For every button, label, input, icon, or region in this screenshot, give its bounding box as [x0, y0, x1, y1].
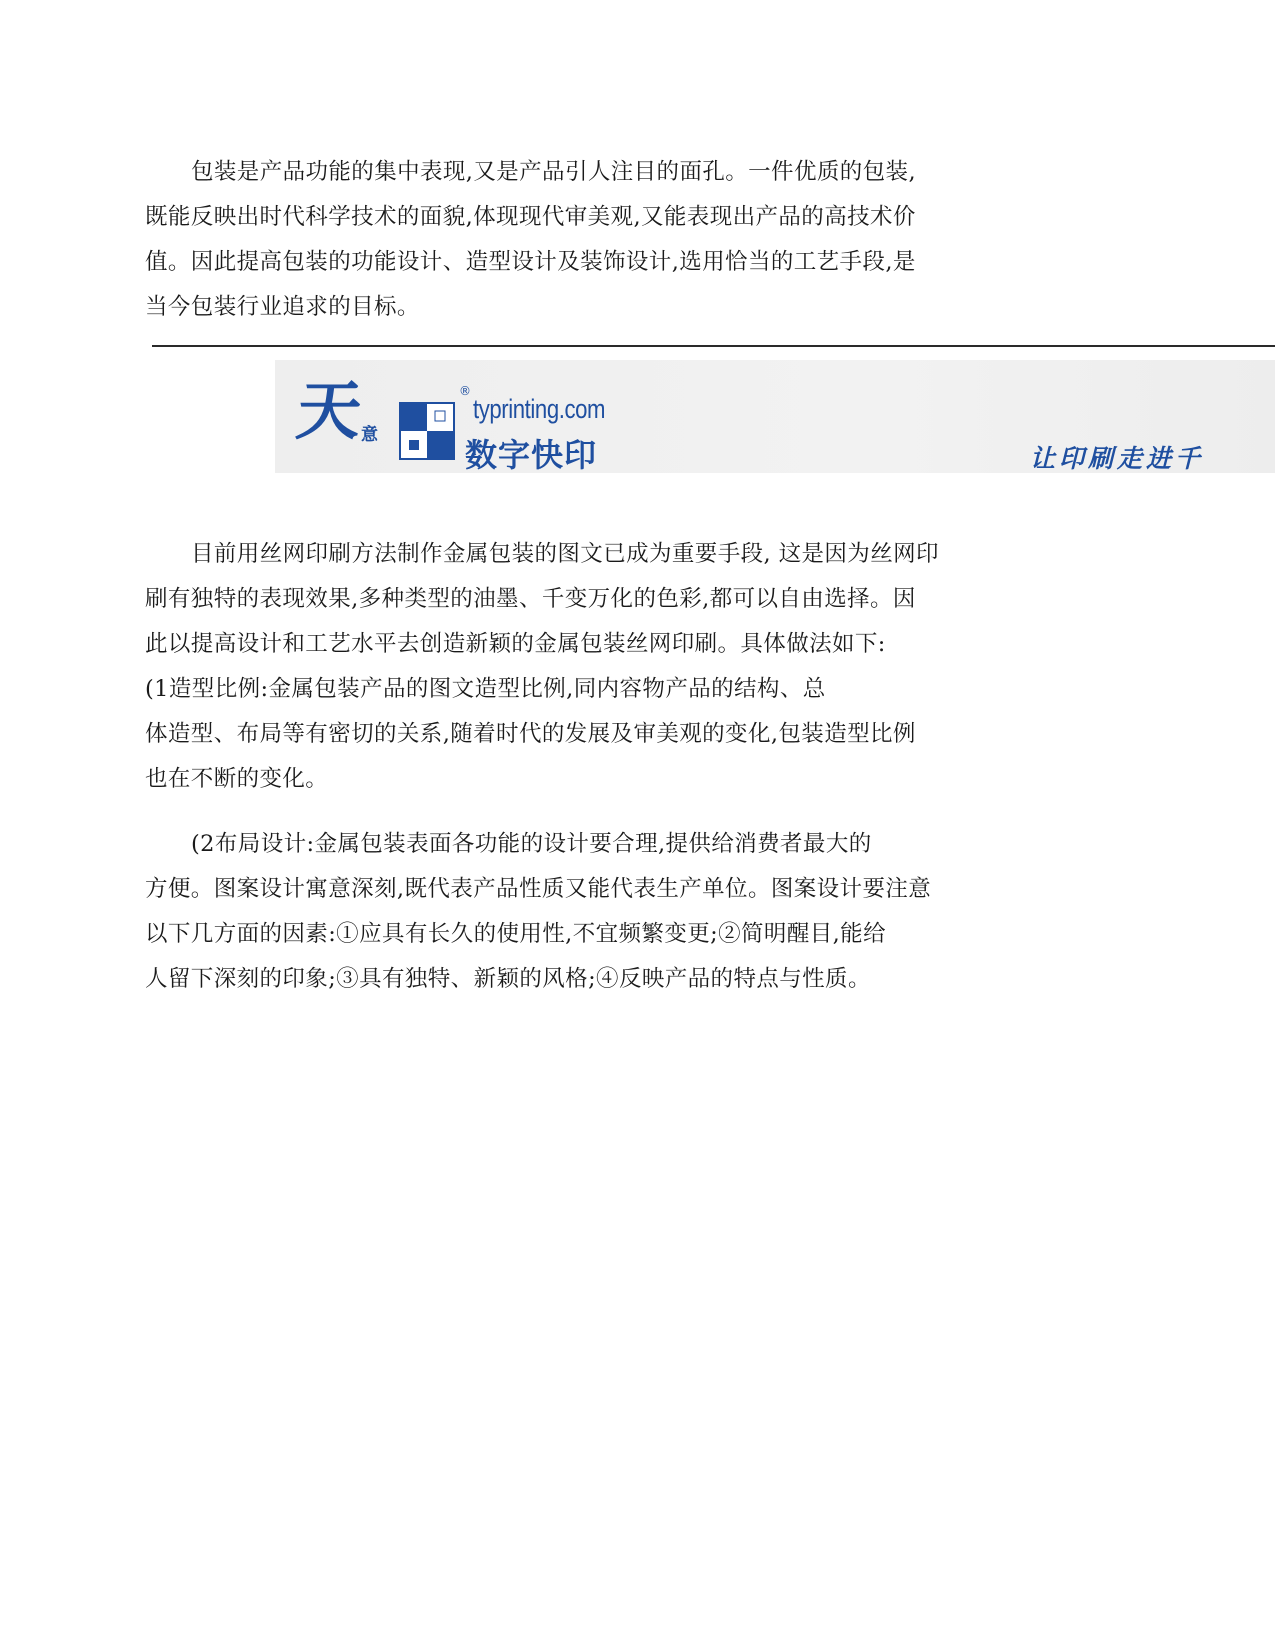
paragraph-line: 既能反映出时代科学技术的面貌,体现现代审美观,又能表现出产品的高技术价: [145, 204, 916, 230]
logo-domain-text: typrinting.com: [473, 394, 606, 424]
paragraph-line: 目前用丝网印刷方法制作金属包装的图文已成为重要手段, 这是因为丝网印: [191, 541, 939, 567]
paragraph-line: (2布局设计:金属包装表面各功能的设计要合理,提供给消费者最大的: [191, 831, 872, 857]
horizontal-divider: [152, 345, 1275, 347]
paragraph-line: (1造型比例:金属包装产品的图文造型比例,同内容物产品的结构、总: [145, 676, 826, 702]
paragraph-line: 以下几方面的因素:①应具有长久的使用性,不宜频繁变更;②简明醒目,能给: [145, 921, 886, 947]
paragraph-line: 包装是产品功能的集中表现,又是产品引人注目的面孔。一件优质的包装,: [191, 159, 917, 185]
paragraph-line: 当今包装行业追求的目标。: [145, 294, 420, 320]
logo-checker-icon: [399, 402, 455, 460]
registered-mark: ®: [459, 384, 471, 398]
paragraph-line: 此以提高设计和工艺水平去创造新颖的金属包装丝网印刷。具体做法如下:: [145, 631, 886, 657]
paragraph-line: 值。因此提高包装的功能设计、造型设计及装饰设计,选用恰当的工艺手段,是: [145, 249, 916, 275]
screen-printing-paragraph: [145, 532, 939, 802]
banner-slogan: 让印刷走进千: [1030, 444, 1205, 473]
intro-paragraph: [145, 150, 916, 330]
logo-brand-name: 数字快印: [465, 436, 598, 473]
layout-design-paragraph: [145, 822, 931, 1002]
paragraph-line: 刷有独特的表现效果,多种类型的油墨、千变万化的色彩,都可以自由选择。因: [145, 586, 916, 612]
paragraph-line: 体造型、布局等有密切的关系,随着时代的发展及审美观的变化,包装造型比例: [145, 721, 916, 747]
paragraph-line: 也在不断的变化。: [145, 766, 329, 792]
logo-small-character: 意: [361, 425, 378, 445]
logo-main-character: 天: [293, 374, 365, 449]
advertisement-banner: [275, 360, 1275, 473]
paragraph-line: 方便。图案设计寓意深刻,既代表产品性质又能代表生产单位。图案设计要注意: [145, 876, 932, 902]
paragraph-line: 人留下深刻的印象;③具有独特、新颖的风格;④反映产品的特点与性质。: [145, 966, 871, 992]
